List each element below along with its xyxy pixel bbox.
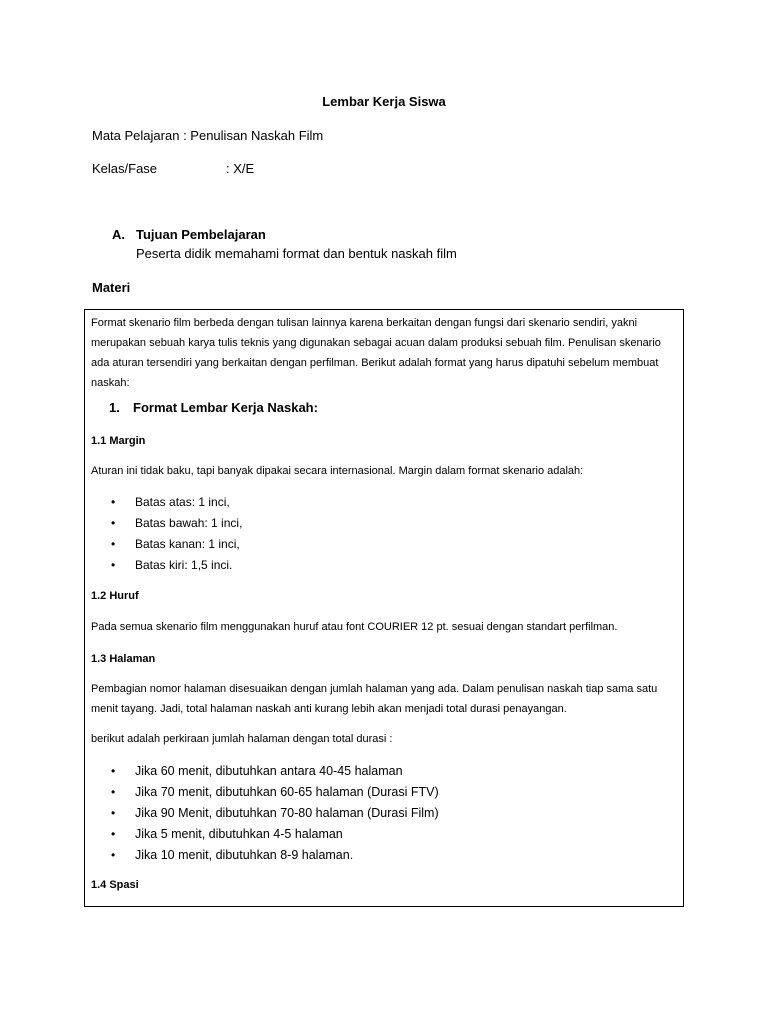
halaman-text: Pembagian nomor halaman disesuaikan dengan jumlah halaman yang ada. Dalam penulisan naskah tiap sama satu menit tayang. Jadi, total halaman naskah anti kurang lebih akan menjadi total durasi penayangan.: [91, 683, 658, 715]
subject-row: [92, 128, 323, 143]
subject-value: : Penulisan Naskah Film: [183, 128, 324, 143]
halaman-heading: 1.3 Halaman: [91, 653, 156, 665]
list-item: • Jika 10 menit, dibutuhkan 8-9 halaman.: [111, 848, 354, 862]
list-item: • Jika 60 menit, dibutuhkan antara 40-45 halaman: [111, 764, 403, 778]
halaman-list: [111, 761, 439, 866]
materi-heading: Materi: [92, 280, 131, 295]
section-marker: A.: [112, 227, 125, 242]
materi-intro: Format skenario film berbeda dengan tulisan lainnya karena berkaitan dengan fungsi dari skenario sendiri, yakni merupakan sebuah karya tulis teknis yang digunakan sebagai acuan dalam produksi sebuah film. Penulisan skenario ada aturan tersendiri yang berkaitan dengan perfilman. Berikut adalah format yang harus dipatuhi sebelum membuat naskah:: [91, 317, 661, 389]
format-section-number: 1.: [109, 400, 120, 415]
margin-heading: 1.1 Margin: [91, 435, 146, 447]
margin-list: [111, 492, 242, 576]
perkiraan-text: berikut adalah perkiraan jumlah halaman dengan total durasi :: [91, 733, 393, 745]
format-section-heading: [109, 398, 318, 418]
learning-objective-text: Peserta didik memahami format dan bentuk naskah film: [136, 246, 457, 261]
list-item: • Batas atas: 1 inci,: [111, 495, 230, 509]
class-row: [92, 161, 254, 176]
list-item: • Jika 5 menit, dibutuhkan 4-5 halaman: [111, 827, 343, 841]
class-label: Kelas/Fase: [92, 161, 158, 176]
margin-text: Aturan ini tidak baku, tapi banyak dipakai secara internasional. Margin dalam format skenario adalah:: [91, 465, 584, 477]
page-title: Lembar Kerja Siswa: [322, 94, 446, 109]
learning-objective-title: Tujuan Pembelajaran: [136, 227, 266, 242]
huruf-text: Pada semua skenario film menggunakan huruf atau font COURIER 12 pt. sesuai dengan standart perfilman.: [91, 621, 618, 633]
list-item: • Batas kiri: 1,5 inci.: [111, 558, 233, 572]
format-section-title: Format Lembar Kerja Naskah:: [133, 400, 318, 415]
list-item: • Jika 70 menit, dibutuhkan 60-65 halaman (Durasi FTV): [111, 785, 439, 799]
list-item: • Jika 90 Menit, dibutuhkan 70-80 halaman (Durasi Film): [111, 806, 439, 820]
list-item: • Batas bawah: 1 inci,: [111, 516, 243, 530]
learning-objective-section: [112, 227, 457, 261]
huruf-heading: 1.2 Huruf: [91, 590, 139, 602]
spasi-heading: 1.4 Spasi: [91, 879, 139, 891]
subject-label: Mata Pelajaran: [92, 128, 180, 143]
materi-box: [84, 309, 684, 907]
learning-objective-heading: [112, 227, 457, 242]
list-item: • Batas kanan: 1 inci,: [111, 537, 240, 551]
class-value: : X/E: [226, 161, 255, 176]
